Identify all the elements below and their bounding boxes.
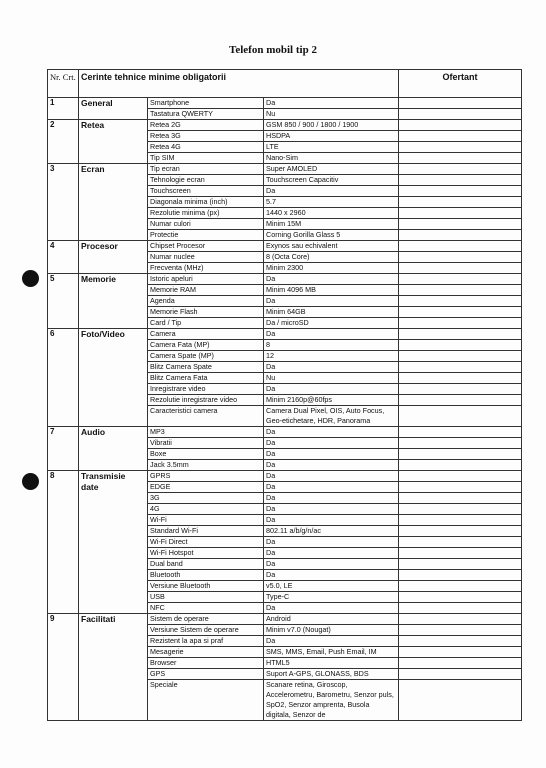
value-cell: Da <box>264 362 399 373</box>
parameter-cell: Browser <box>148 658 264 669</box>
section-name: Audio <box>79 427 148 471</box>
value-cell: Minim 2160p@60fps <box>264 395 399 406</box>
section-name: General <box>79 98 148 120</box>
ofertant-cell[interactable] <box>399 482 522 493</box>
value-cell: Touchscreen Capacitiv <box>264 175 399 186</box>
ofertant-cell[interactable] <box>399 142 522 153</box>
section-number: 9 <box>48 614 79 721</box>
ofertant-cell[interactable] <box>399 241 522 252</box>
value-cell: 5.7 <box>264 197 399 208</box>
ofertant-cell[interactable] <box>399 460 522 471</box>
parameter-cell: 4G <box>148 504 264 515</box>
section-name: Procesor <box>79 241 148 274</box>
parameter-cell: MP3 <box>148 427 264 438</box>
value-cell: Da <box>264 636 399 647</box>
value-cell: Da <box>264 493 399 504</box>
ofertant-cell[interactable] <box>399 175 522 186</box>
parameter-cell: Camera Spate (MP) <box>148 351 264 362</box>
table-row <box>48 274 522 285</box>
parameter-cell: GPRS <box>148 471 264 482</box>
parameter-cell: Inregistrare video <box>148 384 264 395</box>
parameter-cell: Versiune Sistem de operare <box>148 625 264 636</box>
ofertant-cell[interactable] <box>399 669 522 680</box>
ofertant-cell[interactable] <box>399 230 522 241</box>
value-cell: Minim 2300 <box>264 263 399 274</box>
parameter-cell: 3G <box>148 493 264 504</box>
nr-crt-header: Nr. Crt. <box>48 70 79 98</box>
value-cell: Minim 4096 MB <box>264 285 399 296</box>
ofertant-cell[interactable] <box>399 263 522 274</box>
parameter-cell: Sistem de operare <box>148 614 264 625</box>
section-number: 8 <box>48 471 79 614</box>
value-cell: Minim 64GB <box>264 307 399 318</box>
value-cell: Corning Gorilla Glass 5 <box>264 230 399 241</box>
ofertant-cell[interactable] <box>399 384 522 395</box>
table-row <box>48 427 522 438</box>
ofertant-cell[interactable] <box>399 537 522 548</box>
ofertant-header: Ofertant <box>399 70 522 98</box>
parameter-cell: Jack 3.5mm <box>148 460 264 471</box>
ofertant-cell[interactable] <box>399 318 522 329</box>
value-cell: Da <box>264 471 399 482</box>
value-cell: Da <box>264 570 399 581</box>
parameter-cell: Rezolutie minima (px) <box>148 208 264 219</box>
value-cell: Nano-Sim <box>264 153 399 164</box>
section-name: Ecran <box>79 164 148 241</box>
section-name: Foto/Video <box>79 329 148 427</box>
value-cell: v5.0, LE <box>264 581 399 592</box>
parameter-cell: Protectie <box>148 230 264 241</box>
ofertant-cell[interactable] <box>399 581 522 592</box>
ofertant-cell[interactable] <box>399 131 522 142</box>
parameter-cell: Istoric apeluri <box>148 274 264 285</box>
ofertant-cell[interactable] <box>399 109 522 120</box>
parameter-cell: Tehnologie ecran <box>148 175 264 186</box>
table-row <box>48 120 522 131</box>
parameter-cell: Agenda <box>148 296 264 307</box>
parameter-cell: Wi-Fi Hotspot <box>148 548 264 559</box>
parameter-cell: Memorie Flash <box>148 307 264 318</box>
parameter-cell: Numar nuclee <box>148 252 264 263</box>
ofertant-cell[interactable] <box>399 329 522 340</box>
table-row <box>48 164 522 175</box>
ofertant-cell[interactable] <box>399 186 522 197</box>
value-cell: HTML5 <box>264 658 399 669</box>
ofertant-cell[interactable] <box>399 296 522 307</box>
ofertant-cell[interactable] <box>399 373 522 384</box>
section-number: 6 <box>48 329 79 427</box>
value-cell: GSM 850 / 900 / 1800 / 1900 <box>264 120 399 131</box>
parameter-cell: Numar culori <box>148 219 264 230</box>
ofertant-cell[interactable] <box>399 252 522 263</box>
section-name: Memorie <box>79 274 148 329</box>
value-cell: Da <box>264 98 399 109</box>
section-number: 2 <box>48 120 79 164</box>
table-row <box>48 471 522 482</box>
parameter-cell: Camera Fata (MP) <box>148 340 264 351</box>
value-cell: Da <box>264 460 399 471</box>
value-cell: Da <box>264 482 399 493</box>
value-cell: LTE <box>264 142 399 153</box>
value-cell: Type-C <box>264 592 399 603</box>
parameter-cell: NFC <box>148 603 264 614</box>
value-cell: 802.11 a/b/g/n/ac <box>264 526 399 537</box>
table-row <box>48 614 522 625</box>
value-cell: Android <box>264 614 399 625</box>
parameter-cell: Tip SIM <box>148 153 264 164</box>
ofertant-cell[interactable] <box>399 614 522 625</box>
section-name: Facilitati <box>79 614 148 721</box>
section-number: 4 <box>48 241 79 274</box>
table-header-row <box>48 70 522 98</box>
ofertant-cell[interactable] <box>399 351 522 362</box>
table-row <box>48 98 522 109</box>
value-cell: HSDPA <box>264 131 399 142</box>
page-title: Telefon mobil tip 2 <box>229 44 317 56</box>
requirements-header: Cerinte tehnice minime obligatorii <box>79 70 399 98</box>
parameter-cell: Bluetooth <box>148 570 264 581</box>
ofertant-cell[interactable] <box>399 680 522 721</box>
parameter-cell: Diagonala minima (inch) <box>148 197 264 208</box>
punch-hole <box>22 270 39 287</box>
value-cell: Da <box>264 559 399 570</box>
value-cell: Da <box>264 537 399 548</box>
value-cell: Nu <box>264 373 399 384</box>
parameter-cell: Memorie RAM <box>148 285 264 296</box>
ofertant-cell[interactable] <box>399 570 522 581</box>
ofertant-cell[interactable] <box>399 438 522 449</box>
section-number: 3 <box>48 164 79 241</box>
section-number: 5 <box>48 274 79 329</box>
parameter-cell: Frecventa (MHz) <box>148 263 264 274</box>
parameter-cell: Versiune Bluetooth <box>148 581 264 592</box>
ofertant-cell[interactable] <box>399 219 522 230</box>
ofertant-cell[interactable] <box>399 449 522 460</box>
section-name: Retea <box>79 120 148 164</box>
punch-hole <box>22 473 39 490</box>
value-cell: Da <box>264 438 399 449</box>
ofertant-cell[interactable] <box>399 120 522 131</box>
parameter-cell: Blitz Camera Fata <box>148 373 264 384</box>
parameter-cell: Dual band <box>148 559 264 570</box>
parameter-cell: Caracteristici camera <box>148 406 264 427</box>
ofertant-cell[interactable] <box>399 548 522 559</box>
value-cell: Da <box>264 603 399 614</box>
ofertant-cell[interactable] <box>399 340 522 351</box>
parameter-cell: GPS <box>148 669 264 680</box>
ofertant-cell[interactable] <box>399 603 522 614</box>
ofertant-cell[interactable] <box>399 559 522 570</box>
parameter-cell: Speciale <box>148 680 264 721</box>
parameter-cell: Retea 3G <box>148 131 264 142</box>
ofertant-cell[interactable] <box>399 307 522 318</box>
value-cell: Da <box>264 515 399 526</box>
parameter-cell: Boxe <box>148 449 264 460</box>
parameter-cell: Vibratii <box>148 438 264 449</box>
value-cell: Camera Dual Pixel, OIS, Auto Focus, Geo-etichetare, HDR, Panorama <box>264 406 399 427</box>
specs-table <box>47 69 522 721</box>
parameter-cell: Wi-Fi Direct <box>148 537 264 548</box>
ofertant-cell[interactable] <box>399 395 522 406</box>
ofertant-cell[interactable] <box>399 493 522 504</box>
parameter-cell: Wi-Fi <box>148 515 264 526</box>
parameter-cell: Standard Wi-Fi <box>148 526 264 537</box>
value-cell: Suport A-GPS, GLONASS, BDS <box>264 669 399 680</box>
value-cell: Da <box>264 329 399 340</box>
value-cell: Da / microSD <box>264 318 399 329</box>
section-number: 7 <box>48 427 79 471</box>
parameter-cell: Chipset Procesor <box>148 241 264 252</box>
ofertant-cell[interactable] <box>399 164 522 175</box>
ofertant-cell[interactable] <box>399 471 522 482</box>
value-cell: Da <box>264 504 399 515</box>
specs-table-body <box>48 98 522 721</box>
ofertant-cell[interactable] <box>399 592 522 603</box>
section-name: Transmisie date <box>79 471 148 614</box>
value-cell: Da <box>264 548 399 559</box>
ofertant-cell[interactable] <box>399 153 522 164</box>
parameter-cell: Mesagerie <box>148 647 264 658</box>
ofertant-cell[interactable] <box>399 285 522 296</box>
parameter-cell: Tip ecran <box>148 164 264 175</box>
table-row <box>48 241 522 252</box>
value-cell: Da <box>264 449 399 460</box>
ofertant-cell[interactable] <box>399 625 522 636</box>
value-cell: Da <box>264 296 399 307</box>
table-row <box>48 329 522 340</box>
parameter-cell: Blitz Camera Spate <box>148 362 264 373</box>
parameter-cell: EDGE <box>148 482 264 493</box>
value-cell: 1440 x 2960 <box>264 208 399 219</box>
ofertant-cell[interactable] <box>399 98 522 109</box>
parameter-cell: Retea 2G <box>148 120 264 131</box>
ofertant-cell[interactable] <box>399 427 522 438</box>
ofertant-cell[interactable] <box>399 658 522 669</box>
ofertant-cell[interactable] <box>399 647 522 658</box>
parameter-cell: Smartphone <box>148 98 264 109</box>
parameter-cell: Card / Tip <box>148 318 264 329</box>
ofertant-cell[interactable] <box>399 197 522 208</box>
value-cell: Da <box>264 186 399 197</box>
value-cell: Da <box>264 384 399 395</box>
value-cell: Minim 15M <box>264 219 399 230</box>
ofertant-cell[interactable] <box>399 406 522 427</box>
parameter-cell: Tastatura QWERTY <box>148 109 264 120</box>
parameter-cell: USB <box>148 592 264 603</box>
ofertant-cell[interactable] <box>399 274 522 285</box>
ofertant-cell[interactable] <box>399 208 522 219</box>
value-cell: 8 <box>264 340 399 351</box>
ofertant-cell[interactable] <box>399 636 522 647</box>
ofertant-cell[interactable] <box>399 515 522 526</box>
value-cell: 8 (Octa Core) <box>264 252 399 263</box>
ofertant-cell[interactable] <box>399 504 522 515</box>
value-cell: Da <box>264 427 399 438</box>
parameter-cell: Rezolutie inregistrare video <box>148 395 264 406</box>
value-cell: Nu <box>264 109 399 120</box>
value-cell: Minim v7.0 (Nougat) <box>264 625 399 636</box>
ofertant-cell[interactable] <box>399 362 522 373</box>
ofertant-cell[interactable] <box>399 526 522 537</box>
parameter-cell: Retea 4G <box>148 142 264 153</box>
value-cell: 12 <box>264 351 399 362</box>
value-cell: Super AMOLED <box>264 164 399 175</box>
value-cell: Scanare retina, Giroscop, Accelerometru, Barometru, Senzor puls, SpO2, Senzor amprenta, Busola digitala, Senzor de <box>264 680 399 721</box>
section-number: 1 <box>48 98 79 120</box>
parameter-cell: Rezistent la apa si praf <box>148 636 264 647</box>
value-cell: Exynos sau echivalent <box>264 241 399 252</box>
parameter-cell: Touchscreen <box>148 186 264 197</box>
value-cell: SMS, MMS, Email, Push Email, IM <box>264 647 399 658</box>
value-cell: Da <box>264 274 399 285</box>
parameter-cell: Camera <box>148 329 264 340</box>
